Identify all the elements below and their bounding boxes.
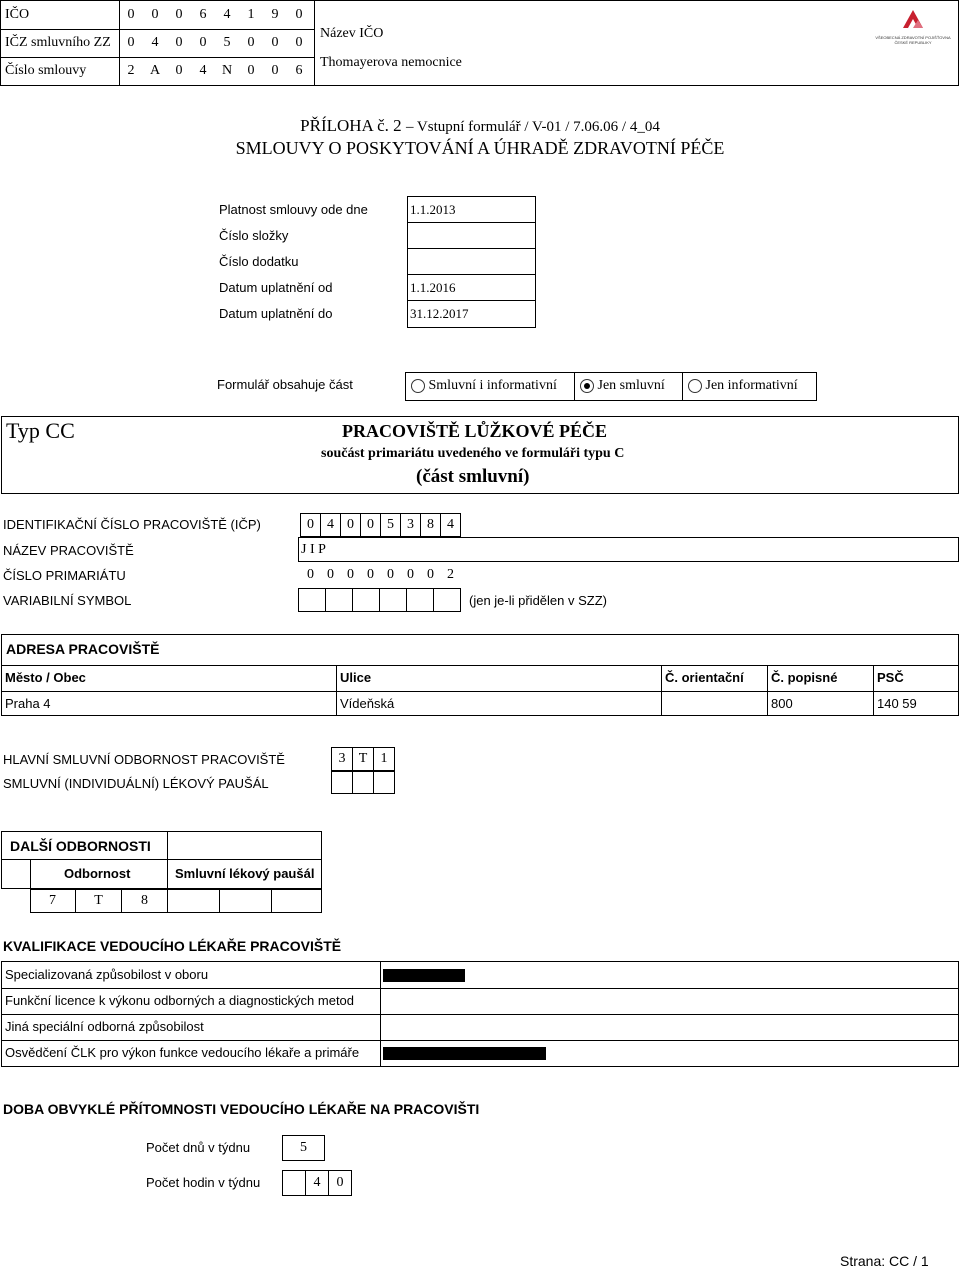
vzp-logo xyxy=(872,8,954,45)
digit-cell: 6 xyxy=(199,7,207,22)
header-left-divider xyxy=(314,0,315,86)
qualification-label: Specializovaná způsobilost v oboru xyxy=(5,967,209,982)
digit-cell: 0 xyxy=(127,7,135,22)
radio-selected-icon[interactable] xyxy=(580,379,594,393)
form-part-label: Formulář obsahuje část xyxy=(217,377,353,392)
primariat-digit: 2 xyxy=(447,567,454,582)
address-value-cell: 800 xyxy=(771,696,793,711)
vs-digit-box xyxy=(325,588,353,612)
address-line xyxy=(1,665,959,666)
other-col1: Odbornost xyxy=(64,866,131,881)
hours-label: Počet hodin v týdnu xyxy=(146,1175,261,1190)
digit-cell: 5 xyxy=(223,35,231,50)
redacted-block xyxy=(383,969,465,982)
digit-cell: 0 xyxy=(151,7,159,22)
validity-label: Platnost smlouvy ode dne xyxy=(219,202,368,217)
validity-value-field[interactable] xyxy=(407,222,536,249)
iczzz-digits xyxy=(120,35,314,55)
validity-value-field[interactable] xyxy=(407,274,536,301)
address-col-divider xyxy=(873,665,874,716)
primariat-digit: 0 xyxy=(407,567,414,582)
drug-flat-field[interactable] xyxy=(331,771,394,794)
digit-cell: 6 xyxy=(295,63,303,78)
name-ico-label: Název IČO xyxy=(320,26,384,41)
other-heading: DALŠÍ ODBORNOSTI xyxy=(10,838,151,854)
icp-label: IDENTIFIKAČNÍ ČÍSLO PRACOVIŠTĚ (IČP) xyxy=(3,517,261,532)
drug-flat-cell[interactable] xyxy=(219,889,271,913)
hours-digit: 0 xyxy=(328,1170,352,1196)
main-specialty-digit: 1 xyxy=(373,747,395,771)
typ-sub: součást primariátu uvedeného ve formuláři typu C xyxy=(321,446,625,461)
qualification-line xyxy=(2,1014,959,1015)
primariat-digit: 0 xyxy=(327,567,334,582)
icp-digit: 0 xyxy=(360,513,381,537)
address-value-cell: Praha 4 xyxy=(5,696,51,711)
validity-value-field[interactable] xyxy=(407,248,536,275)
qualification-label: Funkční licence k výkonu odborných a diagnostických metod xyxy=(5,993,355,1008)
digit-cell: 9 xyxy=(271,7,279,22)
icp-digit: 5 xyxy=(380,513,401,537)
iczzz-label: IČZ smluvního ZZ xyxy=(5,35,111,50)
icp-digit: 0 xyxy=(300,513,321,537)
hours-digit xyxy=(282,1170,306,1196)
icp-digit: 0 xyxy=(340,513,361,537)
qualification-table xyxy=(1,961,959,1067)
digit-cell: 0 xyxy=(295,7,303,22)
icp-digit: 8 xyxy=(420,513,441,537)
digit-cell: N xyxy=(221,63,233,78)
digit-cell: 0 xyxy=(271,63,279,78)
digit-cell: 0 xyxy=(247,35,255,50)
typ-heading: PRACOVIŠTĚ LŮŽKOVÉ PÉČE xyxy=(342,421,608,441)
validity-value-field[interactable] xyxy=(407,196,536,223)
digit-cell: 1 xyxy=(247,7,255,22)
main-specialty-digits xyxy=(331,747,394,771)
vzp-logo-mark-icon xyxy=(872,8,954,30)
primariat-digit: 0 xyxy=(427,567,434,582)
drug-flat-box xyxy=(352,771,374,794)
main-specialty-digit: 3 xyxy=(331,747,353,771)
address-value-cell: Vídeňská xyxy=(340,696,395,711)
address-header-cell: Ulice xyxy=(340,670,372,685)
option-info[interactable] xyxy=(688,378,798,394)
option-contract[interactable] xyxy=(580,378,665,394)
primariat-label: ČÍSLO PRIMARIÁTU xyxy=(3,568,126,583)
page-number: Strana: CC / 1 xyxy=(840,1253,929,1269)
digit-cell: 4 xyxy=(151,35,159,50)
contract-digits xyxy=(120,63,314,83)
validity-value: 1.1.2016 xyxy=(410,280,456,295)
hours-field[interactable] xyxy=(282,1170,352,1196)
primariat-digit: 0 xyxy=(367,567,374,582)
digit-cell: 0 xyxy=(127,35,135,50)
digit-cell: 0 xyxy=(247,63,255,78)
workplace-name-label: NÁZEV PRACOVIŠTĚ xyxy=(3,543,134,558)
other-col2: Smluvní lékový paušál xyxy=(175,866,315,881)
workplace-name-value: J I P xyxy=(301,542,326,557)
icp-digit: 4 xyxy=(440,513,461,537)
digit-cell: 0 xyxy=(199,35,207,50)
digit-cell: 0 xyxy=(175,7,183,22)
validity-label: Datum uplatnění do xyxy=(219,306,333,321)
drug-flat-cell[interactable] xyxy=(271,889,323,913)
address-col-divider xyxy=(336,665,337,716)
validity-label: Datum uplatnění od xyxy=(219,280,333,295)
title-line1 xyxy=(0,116,960,136)
vs-note: (jen je-li přidělen v SZZ) xyxy=(469,593,607,608)
days-label: Počet dnů v týdnu xyxy=(146,1140,251,1155)
digit-cell: 4 xyxy=(199,63,207,78)
address-header-cell: Město / Obec xyxy=(5,670,86,685)
option-info-label: Jen informativní xyxy=(705,378,798,393)
option-both-label: Smluvní i informativní xyxy=(428,378,557,393)
qualification-label: Jiná speciální odborná způsobilost xyxy=(5,1019,204,1034)
other-digit: T xyxy=(76,889,122,913)
icp-digit: 3 xyxy=(400,513,421,537)
digit-cell: 0 xyxy=(175,35,183,50)
option-both[interactable] xyxy=(411,378,557,394)
drug-flat-cell[interactable] xyxy=(167,889,219,913)
qualification-line xyxy=(2,1040,959,1041)
vs-digit-box xyxy=(433,588,461,612)
days-value: 5 xyxy=(300,1140,307,1155)
address-heading: ADRESA PRACOVIŠTĚ xyxy=(6,641,160,657)
other-heading-right xyxy=(167,831,322,860)
icp-digits xyxy=(300,513,462,537)
workplace-name-field[interactable] xyxy=(298,537,959,562)
digit-cell: 4 xyxy=(223,7,231,22)
title-part1: PŘÍLOHA č. 2 xyxy=(300,116,402,135)
contract-label: Číslo smlouvy xyxy=(5,63,87,78)
digit-cell: 0 xyxy=(295,35,303,50)
primariat-digit: 0 xyxy=(347,567,354,582)
ico-digits xyxy=(120,7,314,27)
other-digits xyxy=(30,889,322,913)
digit-cell: A xyxy=(149,63,161,78)
qualification-heading: KVALIFIKACE VEDOUCÍHO LÉKAŘE PRACOVIŠTĚ xyxy=(3,938,342,954)
ico-label: IČO xyxy=(5,7,30,22)
vs-label: VARIABILNÍ SYMBOL xyxy=(3,593,132,608)
validity-value-field[interactable] xyxy=(407,300,536,328)
primariat-digit: 0 xyxy=(307,567,314,582)
digit-cell: 0 xyxy=(175,63,183,78)
other-digit: 7 xyxy=(30,889,76,913)
other-digit: 8 xyxy=(122,889,168,913)
primariat-digits xyxy=(300,563,462,587)
address-col-divider xyxy=(767,665,768,716)
vs-digit-box xyxy=(406,588,434,612)
vs-field[interactable] xyxy=(298,588,460,612)
validity-label: Číslo složky xyxy=(219,228,289,243)
address-col-divider xyxy=(661,665,662,716)
form-part-divider xyxy=(682,372,683,401)
radio-icon[interactable] xyxy=(411,379,425,393)
typ-part: (část smluvní) xyxy=(416,466,530,487)
address-header-cell: Č. orientační xyxy=(665,670,744,685)
vs-digit-box xyxy=(298,588,326,612)
address-header-cell: PSČ xyxy=(877,670,904,685)
vs-digit-box xyxy=(352,588,380,612)
title-line2: SMLOUVY O POSKYTOVÁNÍ A ÚHRADĚ ZDRAVOTNÍ PÉČE xyxy=(235,138,725,158)
address-line xyxy=(1,691,959,692)
form-part-divider xyxy=(574,372,575,401)
validity-label: Číslo dodatku xyxy=(219,254,299,269)
vzp-logo-text: VŠEOBECNÁ ZDRAVOTNÍ POJIŠŤOVNA ČESKÉ REPUBLIKY xyxy=(875,35,951,45)
redacted-block xyxy=(383,1047,546,1060)
qualification-divider xyxy=(380,962,381,1066)
main-specialty-label: HLAVNÍ SMLUVNÍ ODBORNOST PRACOVIŠTĚ xyxy=(3,752,285,767)
hours-digit: 4 xyxy=(305,1170,329,1196)
qualification-label: Osvědčení ČLK pro výkon funkce vedoucího lékaře a primáře xyxy=(5,1045,360,1060)
vs-digit-box xyxy=(379,588,407,612)
digit-cell: 2 xyxy=(127,63,135,78)
title-part2: – Vstupní formulář / V-01 / 7.06.06 / 4_04 xyxy=(405,119,660,135)
address-value-cell: 140 59 xyxy=(877,696,917,711)
radio-icon[interactable] xyxy=(688,379,702,393)
drug-flat-box xyxy=(373,771,395,794)
validity-value: 31.12.2017 xyxy=(410,306,469,321)
digit-cell: 0 xyxy=(271,35,279,50)
primariat-digit: 0 xyxy=(387,567,394,582)
address-header-cell: Č. popisné xyxy=(771,670,838,685)
qualification-line xyxy=(2,988,959,989)
drug-flat-label: SMLUVNÍ (INDIVIDUÁLNÍ) LÉKOVÝ PAUŠÁL xyxy=(3,776,269,791)
main-specialty-digit: T xyxy=(352,747,374,771)
header-row-line xyxy=(0,29,314,30)
icp-digit: 4 xyxy=(320,513,341,537)
drug-flat-box xyxy=(331,771,353,794)
typ-label: Typ CC xyxy=(6,418,75,443)
option-contract-label: Jen smluvní xyxy=(597,378,665,393)
name-ico-value: Thomayerova nemocnice xyxy=(320,55,462,70)
validity-value: 1.1.2013 xyxy=(410,202,456,217)
presence-heading: DOBA OBVYKLÉ PŘÍTOMNOSTI VEDOUCÍHO LÉKAŘE NA PRACOVIŠTI xyxy=(3,1101,480,1117)
header-row-line xyxy=(0,57,314,58)
